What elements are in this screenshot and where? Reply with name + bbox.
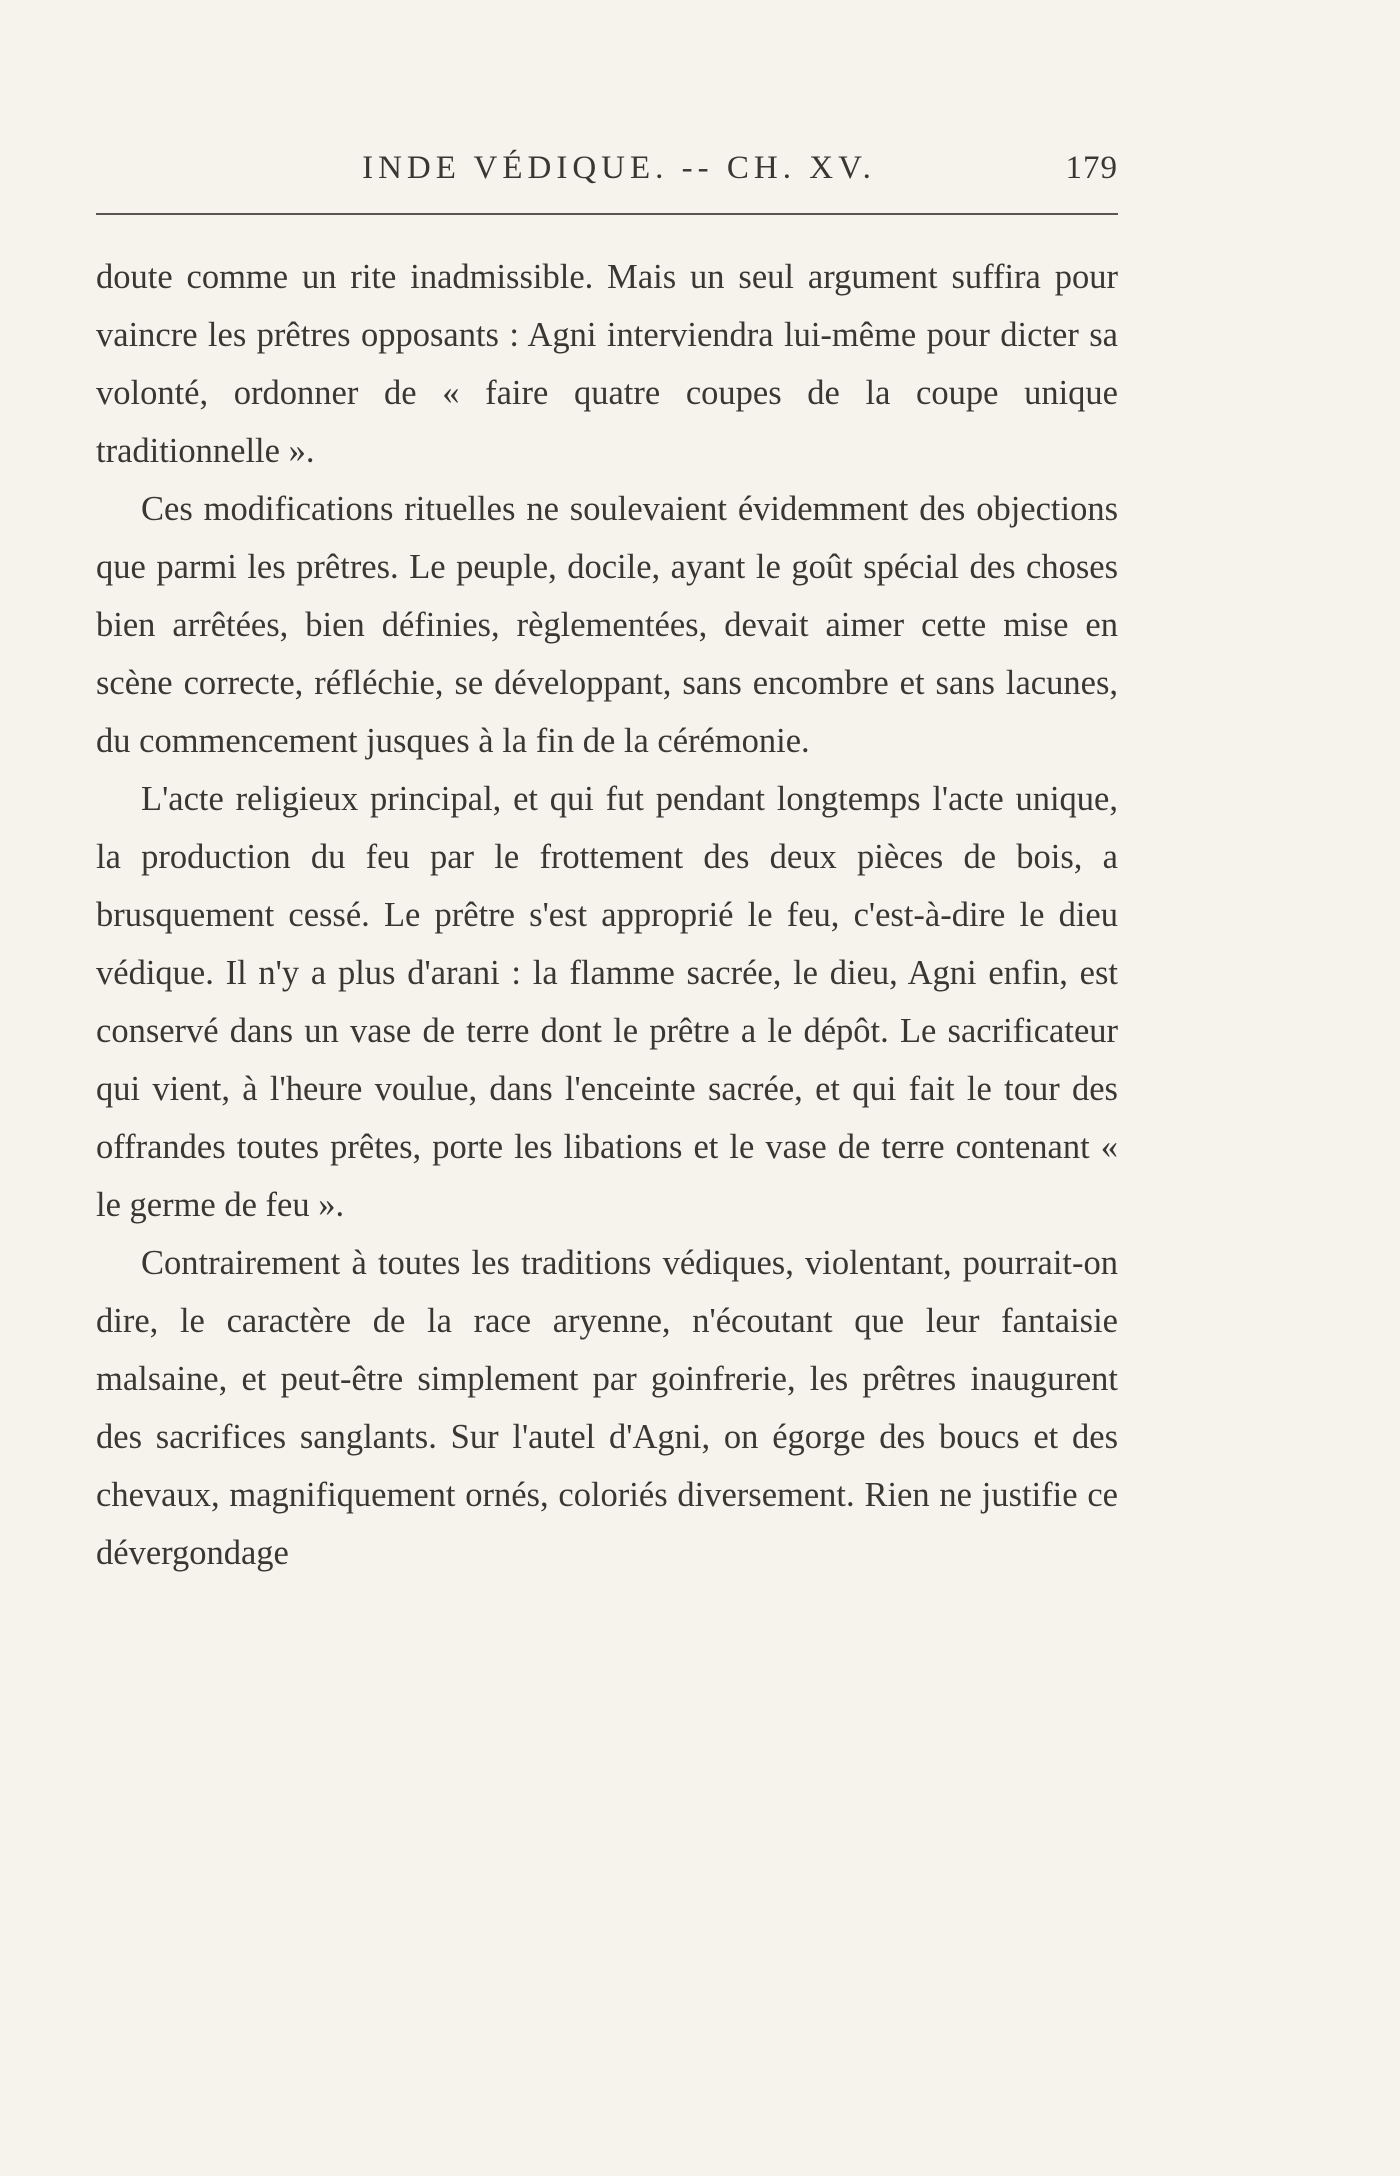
running-head	[96, 146, 1118, 190]
paragraph-continued: doute comme un rite inadmissible. Mais un seul argument suffira pour vaincre les prêtres opposants : Agni interviendra lui-même pour dicter sa volonté, ordonner de « faire quatre coupes de la coupe unique traditionnelle ».	[96, 258, 1118, 470]
paragraph: Ces modifications rituelles ne soulevaient évidemment des objections que parmi les prêtres. Le peuple, docile, ayant le goût spécial des choses bien arrêtées, bien définies, règlementées, devait aimer cette mise en scène correcte, réfléchie, se développant, sans encombre et sans lacunes, du commencement jusques à la fin de la cérémonie.	[96, 490, 1118, 760]
body-text	[96, 248, 1118, 1582]
paragraph: L'acte religieux principal, et qui fut pendant longtemps l'acte unique, la production du feu par le frottement des deux pièces de bois, a brusquement cessé. Le prêtre s'est approprié le feu, c'est-à-dire le dieu védique. Il n'y a plus d'arani : la flamme sacrée, le dieu, Agni enfin, est conservé dans un vase de terre dont le prêtre a le dépôt. Le sacrificateur qui vient, à l'heure voulue, dans l'enceinte sacrée, et qui fait le tour des offrandes toutes prêtes, porte les libations et le vase de terre contenant « le germe de feu ».	[96, 780, 1118, 1224]
header-rule	[96, 213, 1118, 215]
page-number: 179	[1065, 150, 1118, 186]
paragraph: Contrairement à toutes les traditions védiques, violentant, pourrait-on dire, le caractère de la race aryenne, n'écoutant que leur fantaisie malsaine, et peut-être simplement par goinfrerie, les prêtres inaugurent des sacrifices sanglants. Sur l'autel d'Agni, on égorge des boucs et des chevaux, magnifiquement ornés, coloriés diversement. Rien ne justifie ce dévergondage	[96, 1244, 1118, 1572]
running-title: INDE VÉDIQUE. -- CH. XV.	[362, 150, 876, 186]
